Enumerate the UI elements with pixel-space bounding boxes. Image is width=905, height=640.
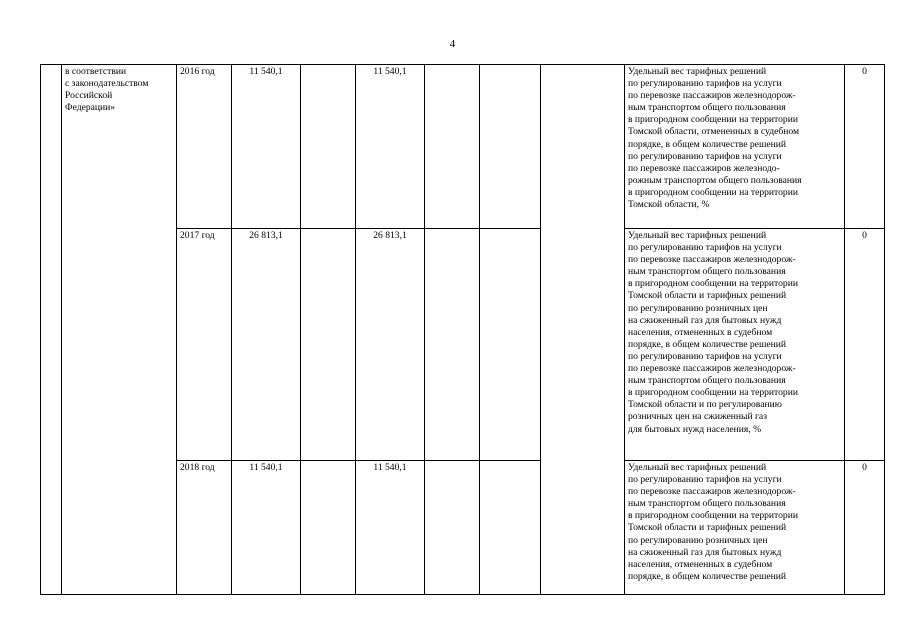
indicator-cell [625,229,845,461]
year-cell: 2018 год [177,461,232,595]
total-cell: 11 540,1 [232,461,301,595]
value-cell: 0 [845,229,885,461]
value-cell: 0 [845,461,885,595]
regional-cell: 11 540,1 [356,461,425,595]
empty-merged-cell [541,65,625,595]
local-cell [425,229,480,461]
indicator-text: Удельный вес тарифных решений по регулированию тарифов на услуги по перевозке пассажиров железнодорож- ным транспортом общего пользования в пригородном сообщении на территории Томской области и тарифных решений по регулированию розничных цен на сжиженный газ для бытовых нужд населения, отмененных в судебном порядке, в общем количестве решений [628,462,798,582]
other-cell [480,461,541,595]
value-cell: 0 [845,65,885,229]
federal-cell [301,461,356,595]
federal-cell [301,229,356,461]
regional-cell: 11 540,1 [356,65,425,229]
year-cell: 2017 год [177,229,232,461]
local-cell [425,65,480,229]
indicator-cell [625,461,845,595]
other-cell [480,229,541,461]
page-number: 4 [449,38,456,50]
program-table [40,64,885,595]
indicator-cell [625,65,845,229]
federal-cell [301,65,356,229]
indicator-text: Удельный вес тарифных решений по регулированию тарифов на услуги по перевозке пассажиров железнодорож- ным транспортом общего пользования в пригородном сообщении на территории Томской области, отмененных в судебном порядке, в общем количестве решений по регулированию тарифов на услуги по перевозке пассажиров железнодо- рожным транспортом общего пользования в пригородном сообщении на территории Томской области, % [628,66,802,211]
year-cell: 2016 год [177,65,232,229]
total-cell: 26 813,1 [232,229,301,461]
total-cell: 11 540,1 [232,65,301,229]
local-cell [425,461,480,595]
table-row [41,65,885,229]
blank-cell [41,65,62,595]
indicator-text: Удельный вес тарифных решений по регулированию тарифов на услуги по перевозке пассажиров железнодорож- ным транспортом общего пользования в пригородном сообщении на территории Томской области и тарифных решений по регулированию розничных цен на сжиженный газ для бытовых нужд населения, отмененных в судебном порядке, в общем количестве решений по регулированию тарифов на услуги по перевозке пассажиров железнодорож- ным транспортом общего пользования в пригородном сообщении на территории Томской области и по регулированию розничных цен на сжиженный газ для бытовых нужд населения, % [628,230,798,435]
regional-cell: 26 813,1 [356,229,425,461]
task-text: в соответствии с законодательством Российской Федерации» [65,66,149,114]
other-cell [480,65,541,229]
task-cell [62,65,177,595]
